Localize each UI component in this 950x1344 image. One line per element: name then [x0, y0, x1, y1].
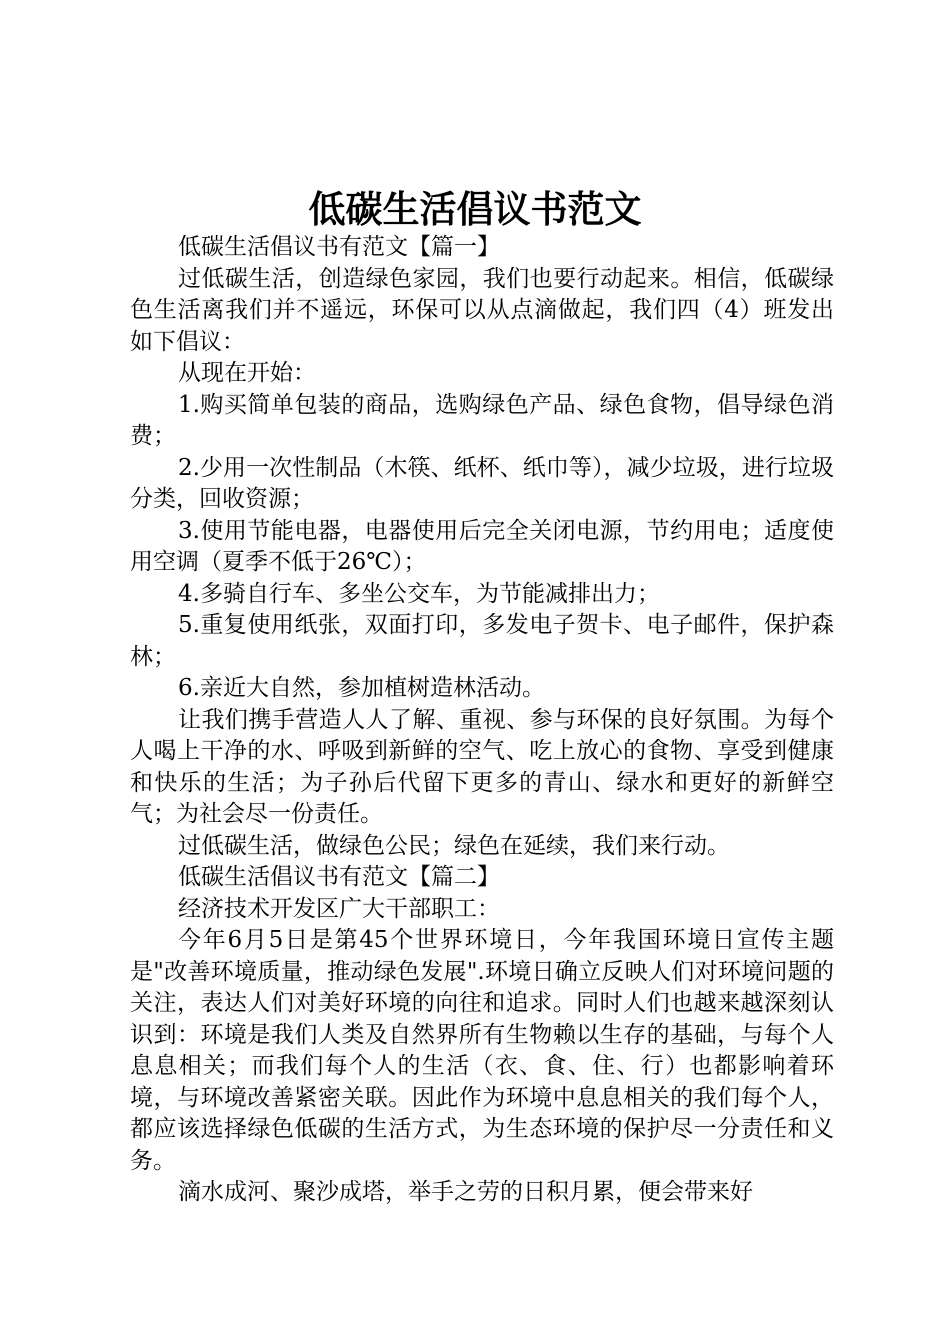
paragraph: 今年6月5日是第45个世界环境日，今年我国环境日宣传主题是"改善环境质量，推动绿色发展".环境日确立反映人们对环境问题的关注，表达人们对美好环境的向往和追求。同时人们也越来越深刻认识到：环境是我们人类及自然界所有生物赖以生存的基础，与每个人息息相关；而我们每个人的生活（衣、食、住、行）也都影响着环境，与环境改善紧密关联。因此作为环境中息息相关的我们每个人，都应该选择绿色低碳的生活方式，为生态环境的保护尽一分责任和义务。	[130, 927, 834, 1174]
list-item: 3.使用节能电器，电器使用后完全关闭电源，节约用电；适度使用空调（夏季不低于26℃）；	[130, 517, 834, 575]
list-item: 4.多骑自行车、多坐公交车，为节能减排出力；	[178, 580, 660, 607]
paragraph: 从现在开始：	[178, 360, 316, 386]
paragraph: 让我们携手营造人人了解、重视、参与环保的良好氛围。为每个人喝上干净的水、呼吸到新鲜的空气、吃上放心的食物、享受到健康和快乐的生活；为子孙后代留下更多的青山、绿水和更好的新鲜空气；为社会尽一份责任。	[130, 706, 834, 827]
paragraph: 过低碳生活，创造绿色家园，我们也要行动起来。相信，低碳绿色生活离我们并不遥远，环保可以从点滴做起，我们四（4）班发出如下倡议：	[130, 265, 834, 355]
section-heading-2: 低碳生活倡议书有范文【篇二】	[178, 864, 500, 890]
list-item: 6.亲近大自然，参加植树造林活动。	[178, 675, 545, 701]
paragraph: 过低碳生活，做绿色公民；绿色在延续，我们来行动。	[178, 832, 730, 859]
document-title: 低碳生活倡议书范文	[308, 187, 642, 231]
list-item: 1.购买简单包装的商品，选购绿色产品、绿色食物，倡导绿色消费；	[130, 391, 834, 449]
list-item: 5.重复使用纸张，双面打印，多发电子贺卡、电子邮件，保护森林；	[130, 612, 834, 670]
section-heading-1: 低碳生活倡议书有范文【篇一】	[178, 234, 500, 260]
paragraph: 滴水成河、聚沙成塔，举手之劳的日积月累，便会带来好	[178, 1179, 753, 1205]
salutation: 经济技术开发区广大干部职工：	[178, 895, 500, 922]
list-item: 2.少用一次性制品（木筷、纸杯、纸巾等），减少垃圾，进行垃圾分类，回收资源；	[130, 454, 834, 512]
document-body	[130, 232, 834, 1209]
